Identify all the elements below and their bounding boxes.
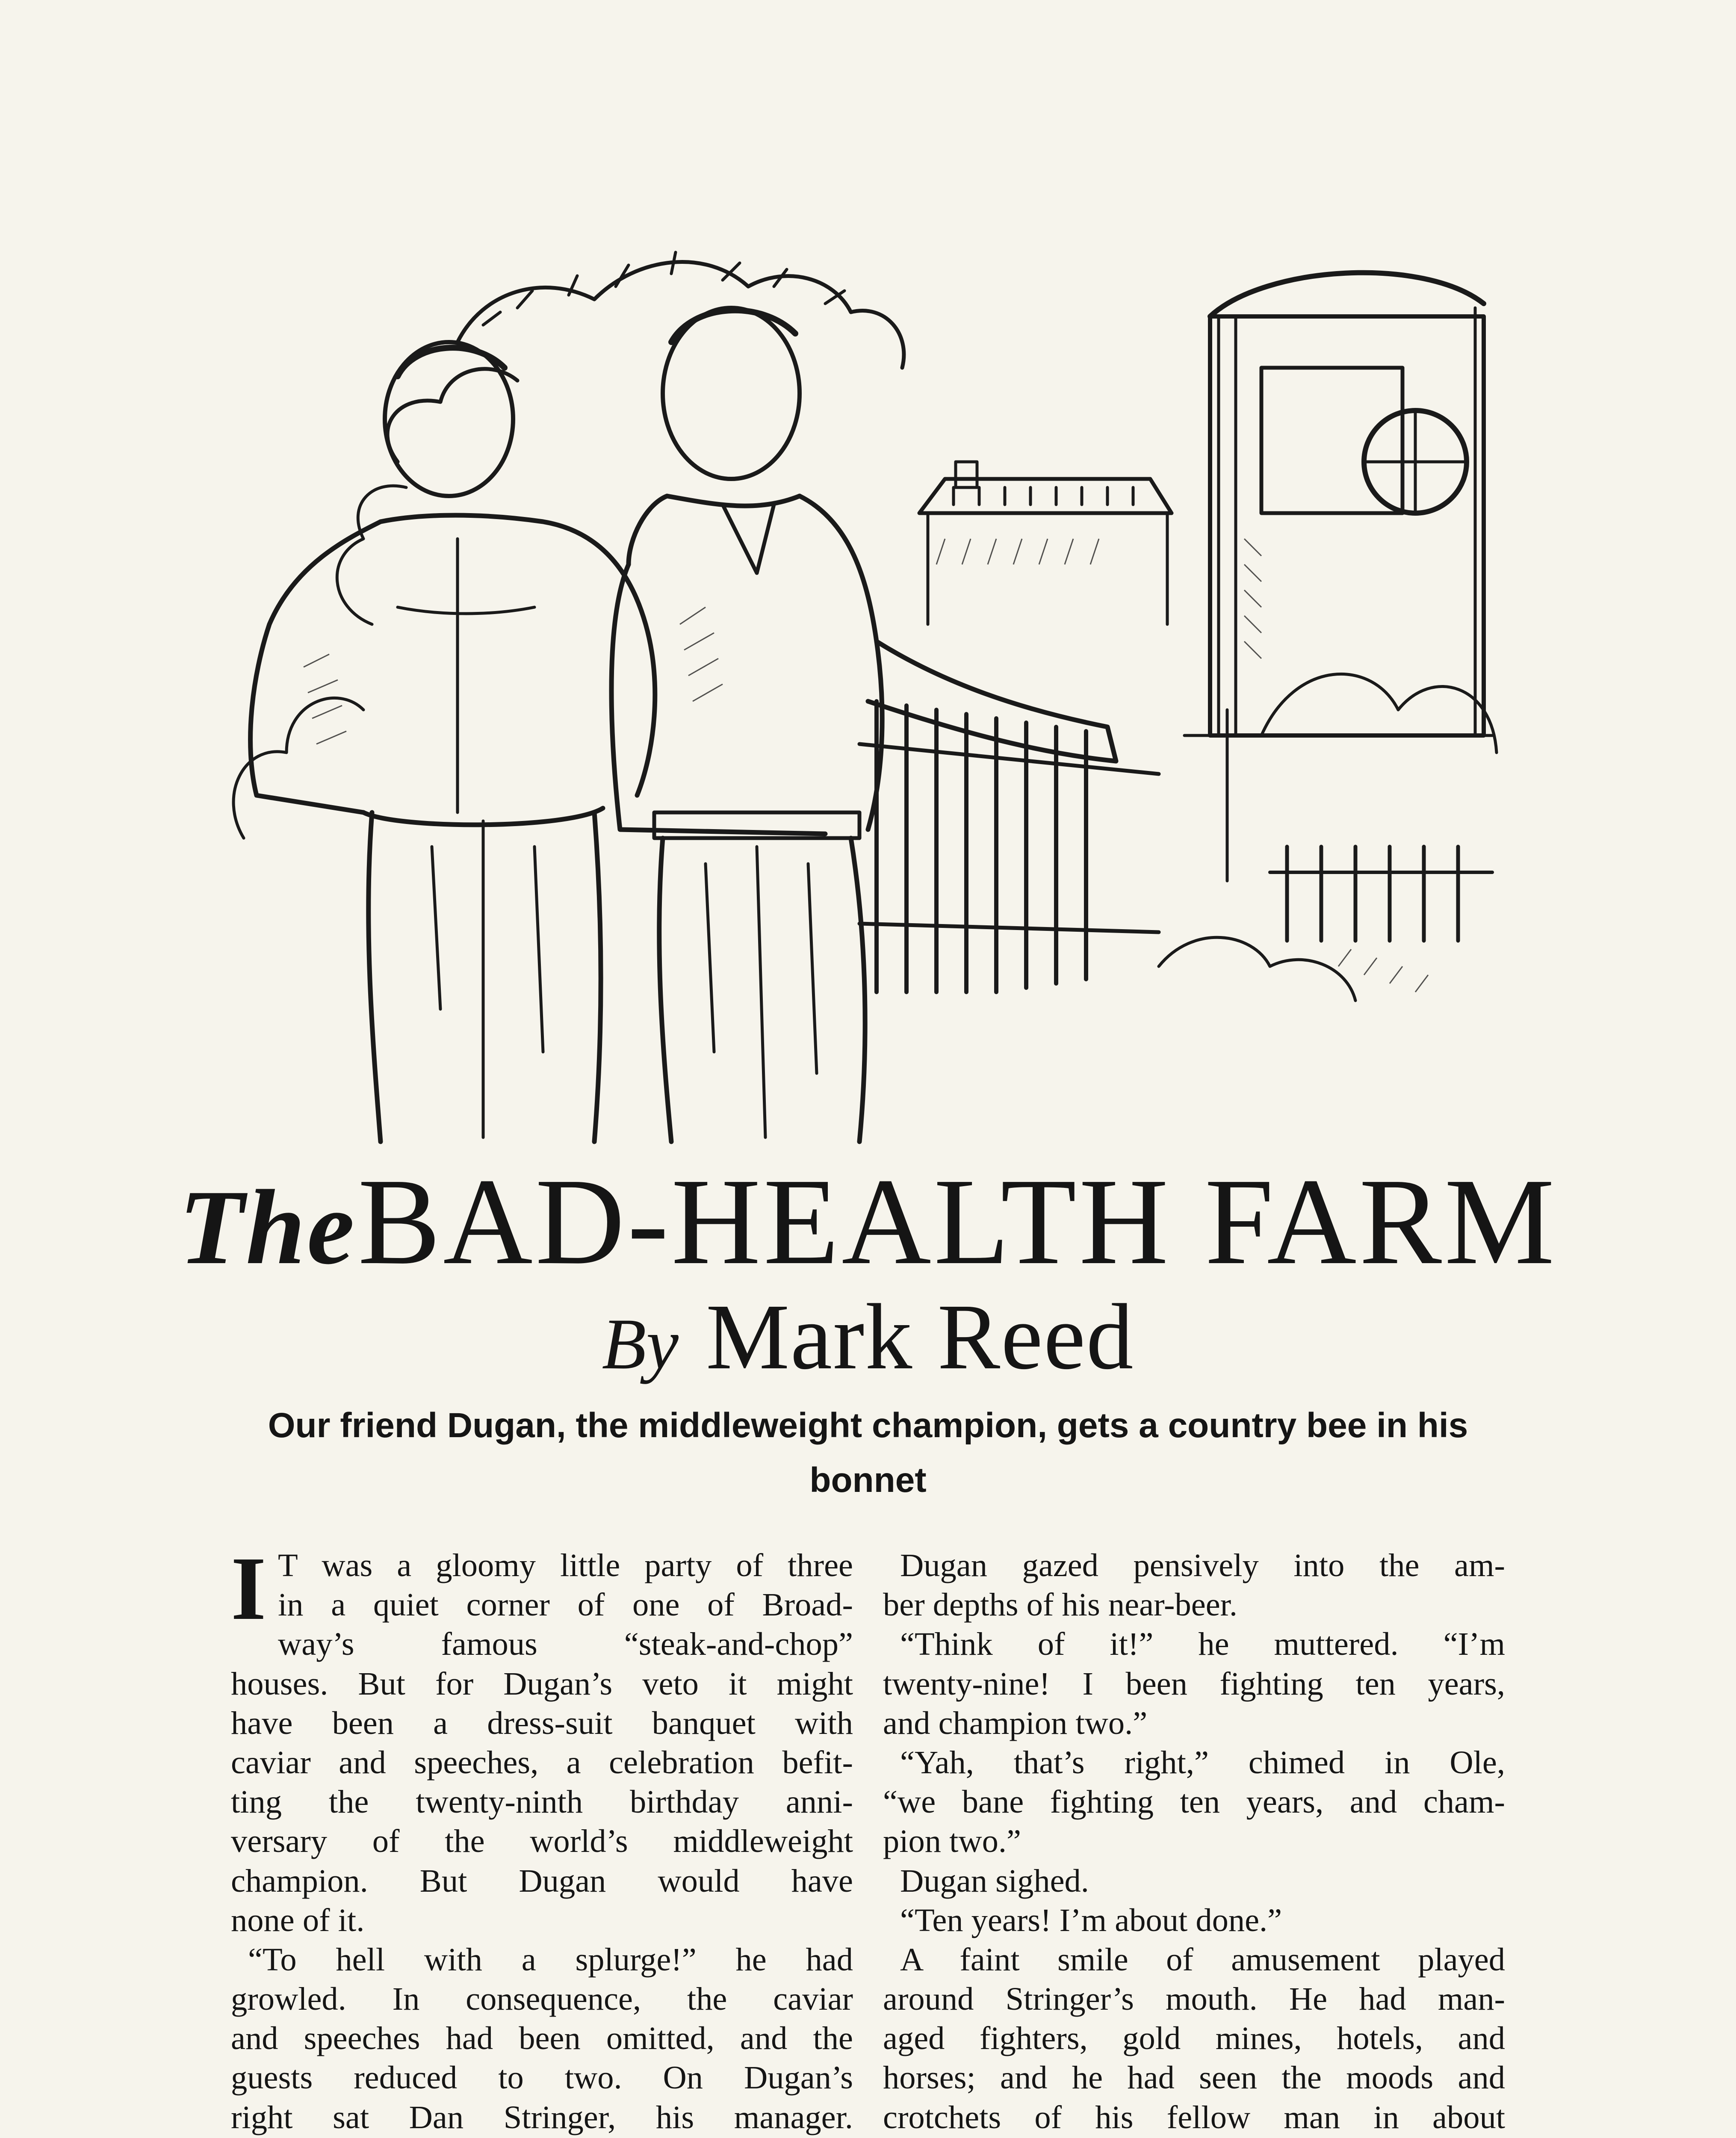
text-line: Dugan gazed pensively into the am- [900,1547,1505,1583]
text-line: horses; and he had seen the moods and [883,2059,1505,2096]
text-line: around Stringer’s mouth. He had man- [883,1981,1505,2017]
text-line: none of it. [231,1902,365,1938]
text-line: guests reduced to two. On Dugan’s [231,2059,853,2096]
text-line: and champion two.” [883,1704,1148,1741]
byline-by: By [602,1304,679,1384]
text-line: in a quiet corner of one of Broad- [278,1586,853,1623]
text-line: champion. But Dugan would have [231,1862,853,1899]
text-line: T was a gloomy little party of three [278,1547,853,1583]
left-column [231,1538,853,2138]
story-subtitle: Our friend Dugan, the middleweight champion, gets a country bee in his bonnet [268,1406,1468,1500]
text-line: and speeches had been omitted, and the [231,2020,853,2057]
text-line: twenty-nine! I been fighting ten years, [883,1665,1505,1702]
text-line: “Ten years! I’m about done.” [900,1902,1282,1938]
text-line: “Yah, that’s right,” chimed in Ole, [900,1744,1505,1781]
story-title [0,1150,1736,1291]
text-line: have been a dress-suit banquet with [231,1704,853,1741]
title-prefix: The [179,1168,356,1287]
text-line: right sat Dan Stringer, his manager. [231,2099,853,2135]
text-line: versary of the world’s middleweight [231,1823,853,1860]
text-line: houses. But for Dugan’s veto it might [231,1665,853,1702]
text-line: growled. In consequence, the caviar [231,1981,853,2017]
text-line: aged fighters, gold mines, hotels, and [883,2020,1505,2057]
text-line: “we bane fighting ten years, and cham- [883,1784,1505,1820]
right-column [883,1546,1505,2138]
text-line: caviar and speeches, a celebration befit- [231,1744,853,1781]
text-line: “Think of it!” he muttered. “I’m [900,1626,1505,1663]
drop-cap: I [231,1538,266,1639]
text-line: crotchets of his fellow man in about [883,2099,1505,2135]
byline [0,1283,1736,1390]
two-men-at-farm-fence-illustration [218,239,1514,1146]
text-line: pion two.” [883,1823,1021,1860]
text-line: A faint smile of amusement played [900,1941,1505,1978]
text-line: ber depths of his near-beer. [883,1586,1238,1623]
text-line: way’s famous “steak-and-chop” [278,1626,853,1663]
text-line: “To hell with a splurge!” he had [248,1941,853,1978]
author-name: Mark Reed [706,1285,1134,1389]
text-line: Dugan sighed. [900,1862,1089,1899]
story-illustration [218,239,1514,1146]
text-line: ting the twenty-ninth birthday anni- [231,1784,853,1820]
title-main: BAD-HEALTH FARM [357,1153,1557,1290]
